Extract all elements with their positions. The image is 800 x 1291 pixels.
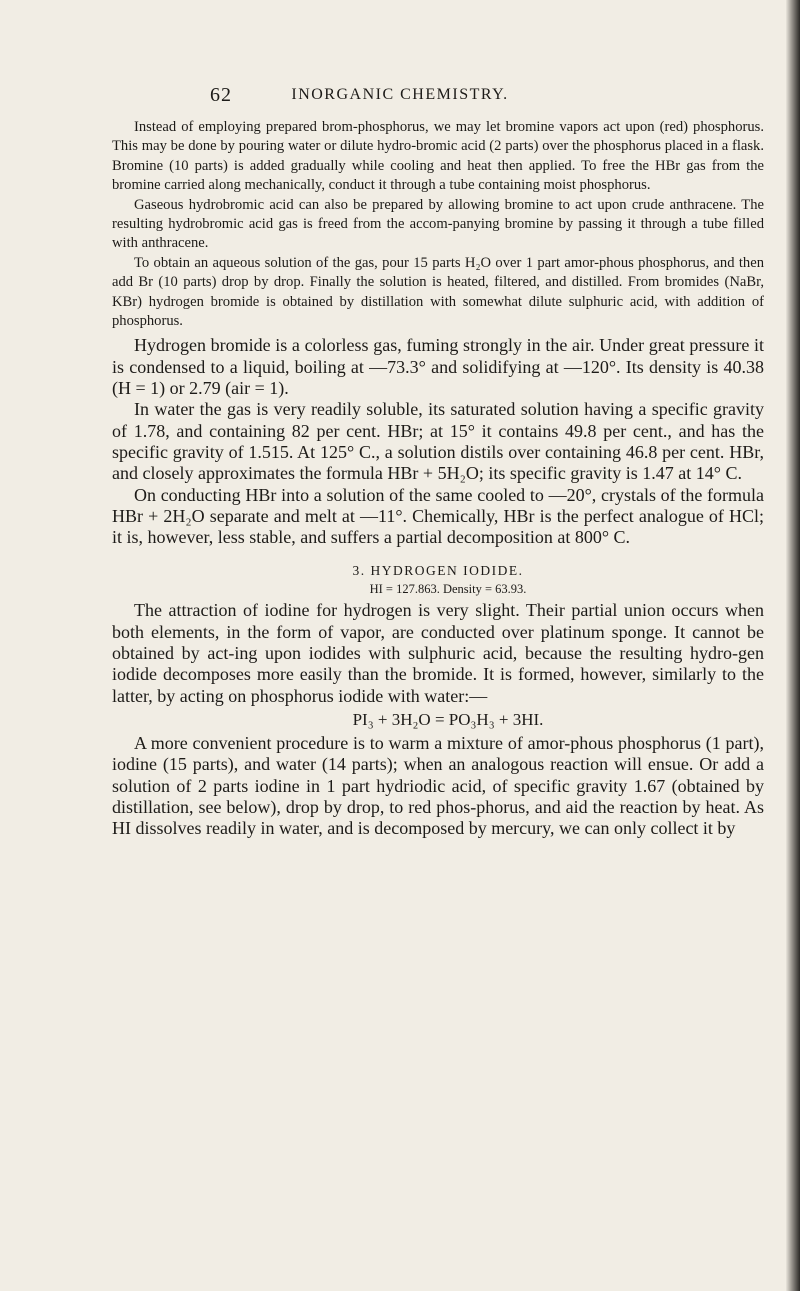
small-print-paragraph: Instead of employing prepared brom-phosphorus, we may let bromine vapors act upon (red) phosphorus. This may be done by pouring water or dilute hydro-bromic acid (2 parts) over the phosphorus placed in a flask. Bromine (10 parts) is added gradually while cooling and heat then applied. To free the HBr gas from the bromine carried along mechanically, conduct it through a tube containing moist phosphorus.: [112, 119, 764, 194]
small-print-paragraph: To obtain an aqueous solution of the gas, pour 15 parts H₂O over 1 part amor-phous phosphorus, and then add Br (10 parts) drop by drop. Finally the solution is heated, filtered, and distilled. From bromides (NaBr, KBr) hydrogen bromide is obtained by distillation with somewhat dilute sulphuric acid, with addition of phosphorus.: [112, 254, 764, 330]
section-formula: HI = 127.863. Density = 63.93.: [369, 582, 527, 597]
running-head: INORGANIC CHEMISTRY.: [291, 86, 509, 103]
body-paragraph: In water the gas is very readily soluble, its saturated solution having a specific gravity of 1.78, and containing 82 per cent. HBr; at 15° it contains 49.8 per cent., and has the specific gravity of 1.515. At 125° C., a solution distils over containing 46.8 per cent. HBr, and closely approximates the formula HBr + 5H₂O; its specific gravity is 1.47 at 14° C.: [112, 399, 764, 484]
section-heading: 3. HYDROGEN IODIDE.: [352, 563, 524, 579]
page-edge-shadow: [786, 0, 800, 1291]
chemical-equation: PI₃ + 3H₂O = PO₃H₃ + 3HI.: [352, 709, 544, 729]
body-paragraph: Hydrogen bromide is a colorless gas, fuming strongly in the air. Under great pressure it is condensed to a liquid, boiling at —73.3° and solidifying at —120°. Its density is 40.38 (H = 1) or 2.79 (air = 1).: [112, 335, 764, 399]
small-print-paragraph: Gaseous hydrobromic acid can also be prepared by allowing bromine to act upon crude anthracene. The resulting hydrobromic acid gas is freed from the accom-panying bromine by passing it through a tube filled with anthracene.: [112, 196, 764, 252]
body-paragraph: On conducting HBr into a solution of the same cooled to —20°, crystals of the formula HBr + 2H₂O separate and melt at —11°. Chemically, HBr is the perfect analogue of HCl; it is, however, less stable, and suffers a partial decomposition at 800° C.: [112, 484, 764, 548]
page-body: [112, 118, 764, 839]
page-header: [0, 84, 800, 108]
body-paragraph: The attraction of iodine for hydrogen is very slight. Their partial union occurs when both elements, in the form of vapor, are conducted over platinum sponge. It cannot be obtained by act-ing upon iodides with sulphuric acid, because the resulting hydro-gen iodide decomposes more easily than the bromide. It is formed, however, similarly to the latter, by acting on phosphorus iodide with water:—: [112, 600, 764, 706]
body-paragraph: A more convenient procedure is to warm a mixture of amor-phous phosphorus (1 part), iodine (15 parts), and water (14 parts); when an analogous reaction will ensue. Or add a solution of 2 parts iodine in 1 part hydriodic acid, of specific gravity 1.67 (obtained by distillation, see below), drop by drop, to red phos-phorus, and aid the reaction by heat. As HI dissolves readily in water, and is decomposed by mercury, we can only collect it by: [112, 732, 764, 839]
page-number: 62: [210, 84, 232, 106]
